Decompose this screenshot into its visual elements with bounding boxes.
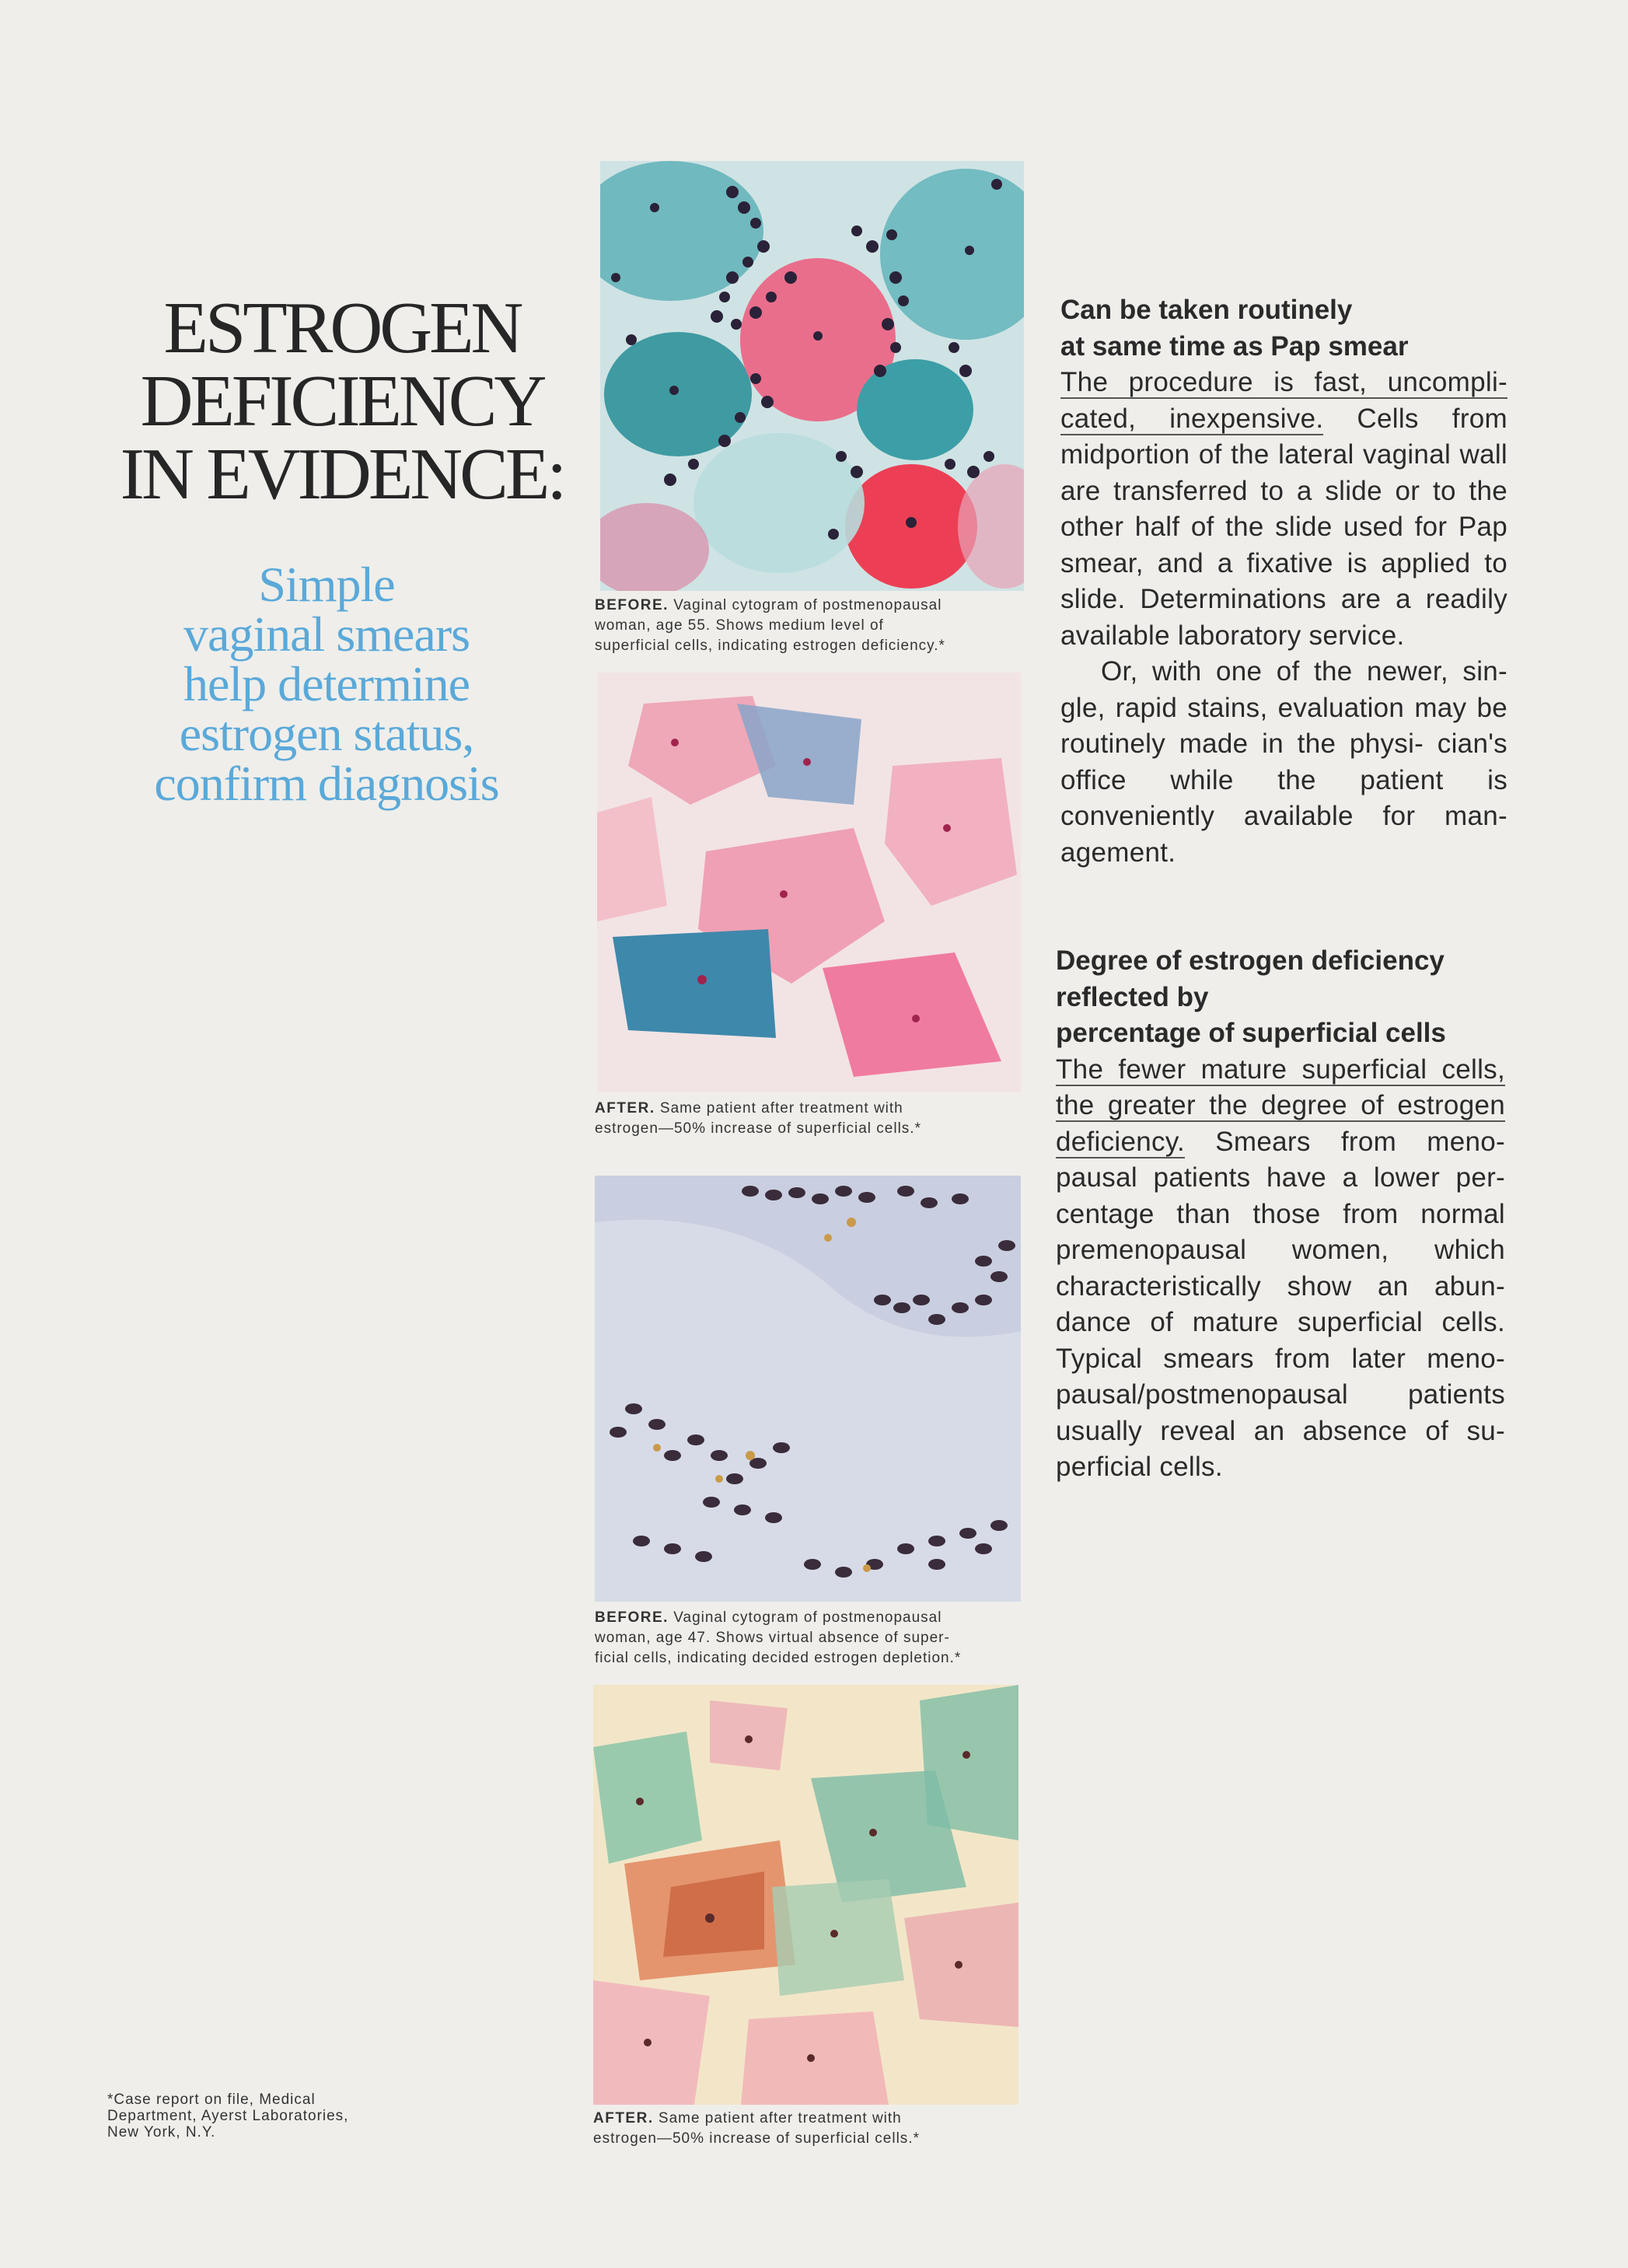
headline-line: DEFICIENCY [140, 361, 544, 442]
section-pap-smear [1060, 292, 1507, 871]
section-degree-of-deficiency [1056, 943, 1505, 1486]
footnote [107, 2092, 403, 2140]
caption-text: Vaginal cytogram of postmenopausal [673, 597, 942, 613]
paragraph-text: Cells from midportion of the lateral vaginal wall are transferred to a slide or to the other half of the slide used for Pap smear, and a fixative is applied to slide. Determinations are a readily available laboratory service. [1060, 403, 1507, 651]
section-paragraph [1056, 1052, 1505, 1486]
subhead [70, 557, 583, 811]
caption-label: AFTER. [593, 2110, 654, 2126]
caption-text: ficial cells, indicating decided estrogen depletion.* [595, 1650, 962, 1666]
section-heading-line: Degree of estrogen deficiency [1056, 945, 1445, 976]
micrograph-after-1 [597, 673, 1021, 1092]
caption-text: estrogen—50% increase of superficial cells.* [595, 1120, 921, 1137]
caption-text: superficial cells, indicating estrogen deficiency.* [595, 638, 945, 654]
caption-text: Vaginal cytogram of postmenopausal [673, 1609, 942, 1626]
micrograph-before-1 [600, 161, 1024, 591]
caption-text: estrogen—50% increase of superficial cells.* [593, 2130, 920, 2147]
caption-before-2 [595, 1608, 1030, 1669]
caption-before-1 [595, 596, 1030, 656]
headline-line: IN EVIDENCE: [120, 434, 564, 515]
section-heading [1060, 292, 1507, 365]
caption-text: Same patient after treatment with [658, 2110, 902, 2126]
caption-text: woman, age 47. Shows virtual absence of super- [595, 1630, 950, 1646]
subhead-line: Simple [258, 557, 395, 612]
subhead-line: vaginal smears [183, 606, 470, 662]
section-heading-line: Can be taken routinely [1060, 295, 1353, 325]
footnote-line: Department, Ayerst Laboratories, [107, 2108, 349, 2124]
paragraph-text: Smears from meno- pausal patients have a lower per- centage than those from normal premenopausal women, which characteristically show an abun- dance of mature superficial cells. Typical smears from later meno- pausal/postmenopausal patients usually reveal an absence of su- perficial cells. [1056, 1126, 1505, 1482]
subhead-line: estrogen status, [179, 706, 474, 761]
footnote-line: *Case report on file, Medical [107, 2092, 316, 2108]
section-heading [1056, 943, 1505, 1052]
footnote-line: New York, N.Y. [107, 2124, 216, 2140]
subhead-line: confirm diagnosis [154, 756, 499, 811]
headline [109, 288, 575, 515]
caption-after-1 [595, 1099, 1030, 1139]
headline-line: ESTROGEN [163, 288, 521, 369]
caption-label: BEFORE. [595, 1609, 669, 1626]
caption-text: Same patient after treatment with [659, 1100, 903, 1117]
subhead-line: help determine [183, 656, 470, 711]
micrograph-before-2 [595, 1176, 1021, 1602]
section-heading-line: reflected by [1056, 981, 1209, 1012]
caption-label: AFTER. [595, 1100, 655, 1117]
micrograph-after-2 [593, 1685, 1018, 2105]
caption-after-2 [593, 2109, 1029, 2149]
underlined-text: The fewer mature superficial cells, the greater the degree of estrogen deficiency. [1056, 1054, 1505, 1157]
section-paragraph [1060, 365, 1507, 654]
underlined-text: The procedure is fast, uncompli- cated, inexpensive. [1060, 367, 1507, 434]
section-paragraph: Or, with one of the newer, sin- gle, rapid stains, evaluation may be routinely made in the physi- cian's office while the patient is conveniently available for man- agement. [1060, 656, 1507, 868]
caption-text: woman, age 55. Shows medium level of [595, 617, 884, 634]
section-heading-line: percentage of superficial cells [1056, 1018, 1446, 1048]
caption-label: BEFORE. [595, 597, 669, 613]
section-heading-line: at same time as Pap smear [1060, 330, 1409, 362]
